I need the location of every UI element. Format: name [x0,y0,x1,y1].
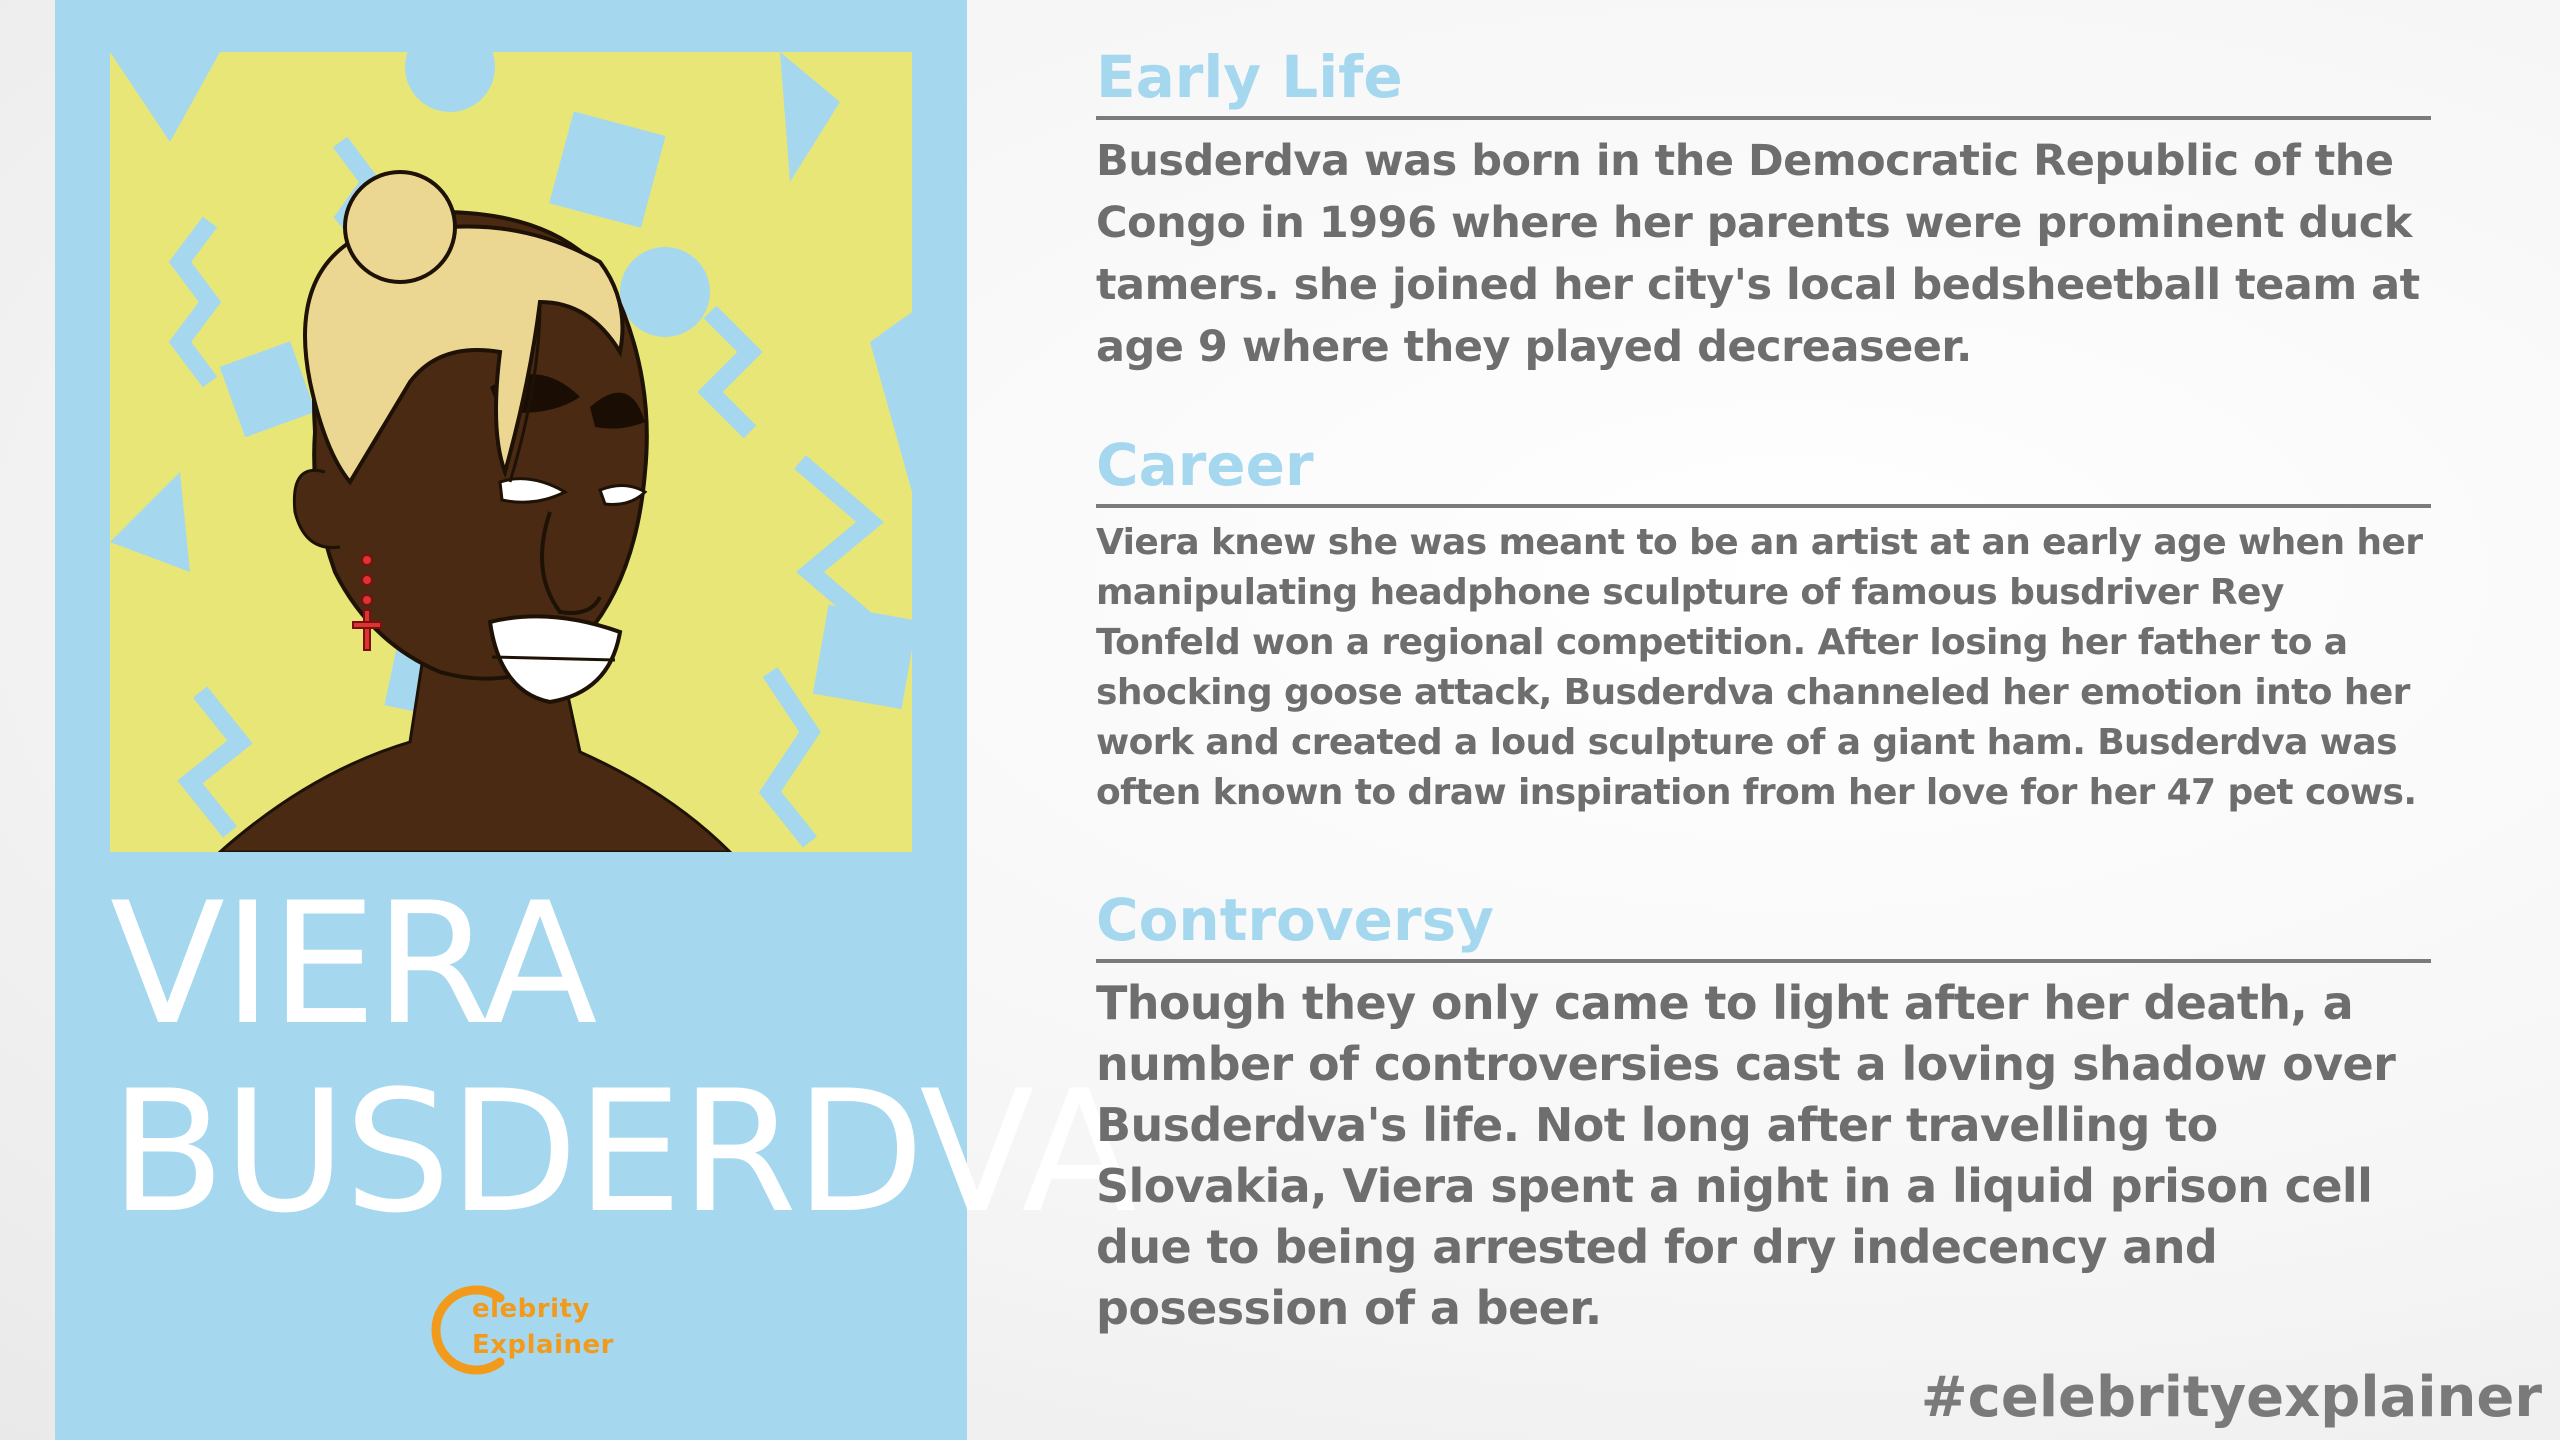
first-name: VIERA [110,866,596,1062]
section-controversy [1096,885,2431,1339]
logo-line-1: elebrity [472,1294,590,1324]
section-title-controversy: Controversy [1096,886,1494,954]
last-name: BUSDERDVA [110,1054,1135,1250]
section-early-life [1096,42,2431,378]
divider [1096,116,2431,120]
divider [1096,959,2431,963]
celebrity-explainer-logo [430,1280,670,1380]
section-body-early-life: Busderdva was born in the Democratic Republic of the Congo in 1996 where her parents were prominent duck tamers. she joined her city's local bedsheetball team at age 9 where they played decreaseer. [1096,136,2420,372]
section-career [1096,430,2431,818]
section-body-controversy: Though they only came to light after her death, a number of controversies cast a loving shadow over Busderdva's life. Not long after travelling to Slovakia, Viera spent a night in a liquid prison cell due to being arrested for dry indecency and posession of a beer. [1096,976,2396,1335]
section-title-early-life: Early Life [1096,43,1403,111]
celebrity-name [110,866,1135,1250]
logo-line-2: Explainer [472,1330,614,1360]
profile-panel [55,0,1135,1440]
section-body-career: Viera knew she was meant to be an artist at an early age when her manipulating headphone sculpture of famous busdriver Rey Tonfeld won a regional competition. After losing her father to a shocking goose attack, Busderdva channeled her emotion into her work and created a loud sculpture of a giant ham. Busderdva was often known to draw inspiration from her love for her 47 pet cows. [1096,522,2423,813]
portrait-illustration [110,52,912,852]
divider [1096,504,2431,508]
hashtag: #celebrityexplainer [1920,1365,2542,1430]
section-title-career: Career [1096,431,1314,499]
